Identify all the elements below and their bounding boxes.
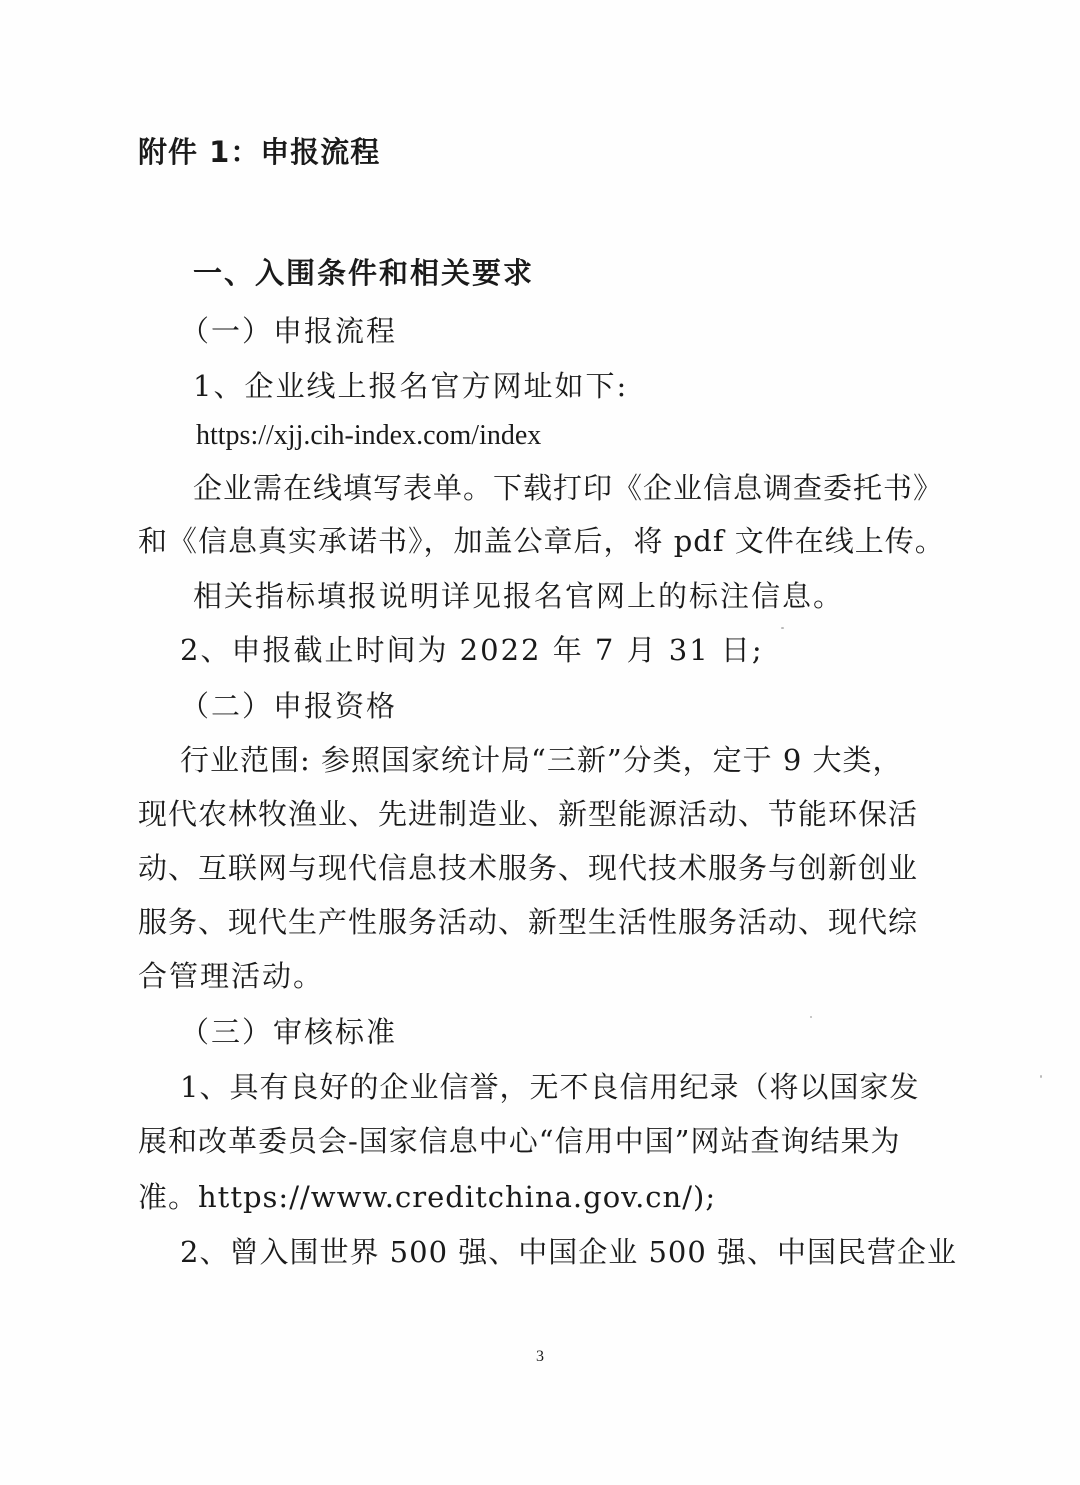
subsection-heading-application-process: （一）申报流程: [180, 314, 398, 348]
paragraph-line: 动、互联网与现代信息技术服务、现代技术服务与创新创业: [138, 851, 919, 885]
subsection-heading-eligibility: （二）申报资格: [180, 689, 398, 723]
paragraph-line: 相关指标填报说明详见报名官网上的标注信息。: [193, 579, 845, 613]
paragraph-line: 展和改革委员会-国家信息中心“信用中国”网站查询结果为: [138, 1124, 901, 1158]
section-heading: 一、入围条件和相关要求: [193, 256, 535, 290]
attachment-title: 附件 1：申报流程: [138, 135, 381, 169]
paragraph-line: 和《信息真实承诺书》，加盖公章后，将 pdf 文件在线上传。: [138, 524, 945, 558]
list-item-deadline: 2、申报截止时间为 2022 年 7 月 31 日;: [180, 633, 764, 667]
paragraph-line: 现代农林牧渔业、先进制造业、新型能源活动、节能环保活: [138, 797, 919, 831]
paragraph-line-with-url: 准。https://www.creditchina.gov.cn/);: [138, 1180, 717, 1214]
paragraph-line: 合管理活动。: [138, 959, 325, 993]
paragraph-line: 行业范围: 参照国家统计局“三新”分类，定于 9 大类，: [180, 743, 903, 777]
subsection-heading-review-criteria: （三）审核标准: [180, 1015, 398, 1049]
scan-speck: [810, 1016, 812, 1018]
paragraph-line: 1、具有良好的企业信誉，无不良信用纪录（将以国家发: [180, 1070, 920, 1104]
scan-speck: [1040, 1075, 1042, 1078]
paragraph-line: 2、曾入围世界 500 强、中国企业 500 强、中国民营企业: [180, 1235, 958, 1269]
paragraph-line: 服务、现代生产性服务活动、新型生活性服务活动、现代综: [138, 905, 919, 939]
scan-speck: [781, 627, 784, 629]
list-item-registration-site: 1、企业线上报名官方网址如下:: [193, 369, 629, 403]
page-number: 3: [536, 1348, 544, 1365]
registration-url-link[interactable]: https://xjj.cih-index.com/index: [196, 420, 542, 451]
paragraph-line: 企业需在线填写表单。下载打印《企业信息调查委托书》: [193, 471, 944, 505]
